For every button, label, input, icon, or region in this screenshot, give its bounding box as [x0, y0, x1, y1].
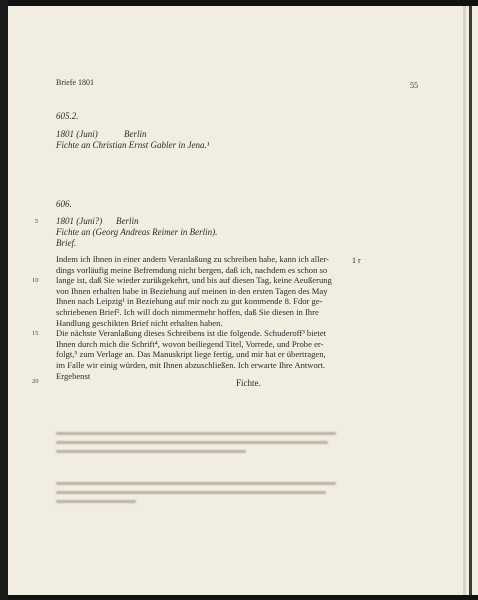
entry-606-number: 606.	[56, 199, 72, 209]
line-number: 5	[35, 218, 39, 225]
entry-606-parties: Fichte an (Georg Andreas Reimer in Berlin).	[56, 227, 218, 237]
body-line: im Falle wir einig würden, mit Ihnen abzuschließen. Ich erwarte Ihre Antwort.	[56, 359, 326, 370]
entry-606-place: Berlin	[116, 216, 139, 226]
body-line: folgt,⁵ zum Verlage an. Das Manuskript liege fertig, und mir hat er übertragen,	[56, 349, 326, 360]
entry-606-type: Brief.	[56, 238, 77, 248]
line-number: 15	[32, 330, 39, 337]
letter-body	[56, 254, 341, 381]
body-line: schriebenen Brief². Ich will doch nimmermehr hoffen, daß Sie diesen in Ihre	[56, 306, 319, 317]
line-number: 10	[32, 277, 39, 284]
body-line: Die nächste Veranlaßung dieses Schreibens ist die folgende. Schuderoff³ bietet	[56, 328, 327, 339]
entry-605-date: 1801 (Juni)	[56, 129, 98, 139]
body-line: Handlung geschikten Brief nicht erhalten haben.	[56, 317, 223, 328]
entry-605-parties: Fichte an Christian Ernst Gabler in Jena.¹	[56, 140, 210, 150]
running-head: Briefe 1801	[56, 78, 94, 87]
body-line: Indem ich Ihnen in einer andern Veranlaßung zu schreiben habe, kann ich aller-	[56, 254, 329, 264]
body-line: lange ist, daß Sie wieder zurükgekehrt, und bis auf diesen Tag, keine Aeußerung	[56, 275, 332, 286]
body-line: dings vorläufig meine Befremdung nicht bergen, daß ich, nachdem es schon so	[56, 264, 328, 275]
scan-border-right	[466, 6, 478, 595]
margin-reference: 1 r	[352, 256, 361, 265]
entry-606-date: 1801 (Juni?)	[56, 216, 103, 226]
body-line: von Ihnen erhalten habe in Beziehung auf meinen in den ersten Tagen des May	[56, 285, 328, 296]
entry-605-number: 605.2.	[56, 111, 79, 121]
body-line: Ihnen nach Leipzig¹ in Beziehung auf mir noch zu gut kommende 8. Fdor ge-	[56, 296, 323, 307]
line-number: 20	[32, 378, 39, 385]
signature: Fichte.	[236, 378, 261, 388]
entry-605-place: Berlin	[124, 129, 147, 139]
scan-border-left	[0, 0, 8, 600]
body-line: Ihnen durch mich die Schrift⁴, wovon beiliegend Titel, Vorrede, und Probe er-	[56, 338, 324, 349]
page-number: 55	[410, 81, 418, 90]
body-line: Ergebenst	[56, 370, 91, 381]
